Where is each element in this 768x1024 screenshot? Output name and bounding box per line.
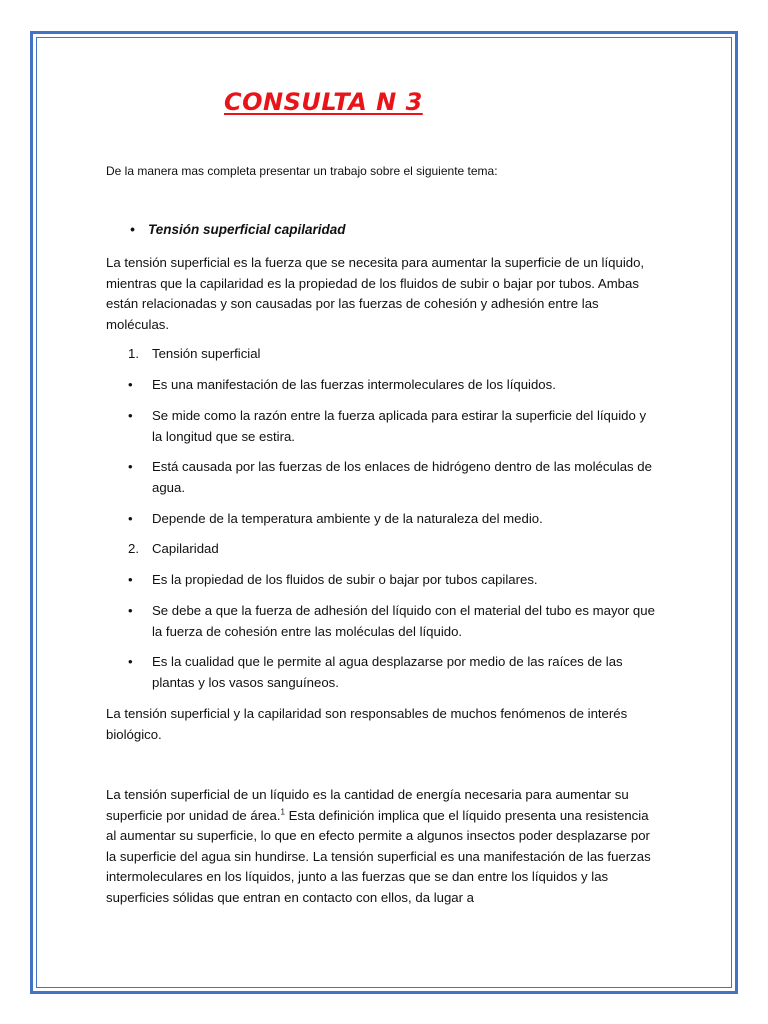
footnote-marker[interactable]: 1 bbox=[280, 807, 285, 817]
list-marker: • bbox=[128, 654, 133, 669]
list-item bbox=[106, 457, 658, 498]
list-marker: • bbox=[128, 408, 133, 423]
list-marker: • bbox=[128, 377, 133, 392]
list-item-text: Tensión superficial bbox=[152, 346, 261, 361]
paragraph-3-part-2: Esta definición implica que el líquido presenta una resistencia al aumentar su superficie, lo que en efecto permite a algunos insectos poder desplazarse por la superficie del agua sin hundirse. La tensión superficial es una manifestación de las fuerzas intermoleculares en los líquidos, junto a las fuerzas que se dan entre los líquidos y las superficies sólidas que entran en contacto con ellos, da lugar a bbox=[106, 807, 651, 905]
list-item bbox=[106, 344, 658, 365]
bullet-icon: • bbox=[130, 222, 135, 237]
list-marker: • bbox=[128, 603, 133, 618]
list-marker: 2. bbox=[128, 541, 139, 556]
document-title: CONSULTA N 3 bbox=[224, 88, 423, 116]
list-item bbox=[106, 652, 658, 693]
paragraph-1: La tensión superficial es la fuerza que se necesita para aumentar la superficie de un líquido, mientras que la capilaridad es la propiedad de los fluidos de subir o bajar por tubos. Ambas están relacionadas y son causadas por las fuerzas de cohesión y adhesión entre las moléculas. bbox=[106, 255, 645, 332]
paragraph-3 bbox=[106, 785, 658, 908]
list-item-text: Se mide como la razón entre la fuerza aplicada para estirar la superficie del líquido y la longitud que se estira. bbox=[152, 408, 647, 444]
list-item-text: Se debe a que la fuerza de adhesión del líquido con el material del tubo es mayor que la fuerza de cohesión entre las moléculas del líquido. bbox=[152, 603, 655, 639]
paragraph-2: La tensión superficial y la capilaridad son responsables de muchos fenómenos de interés biológico. bbox=[106, 706, 628, 742]
list-item-text: Es una manifestación de las fuerzas intermoleculares de los líquidos. bbox=[152, 377, 556, 392]
list-item-text: Depende de la temperatura ambiente y de la naturaleza del medio. bbox=[152, 511, 543, 526]
list-item bbox=[106, 601, 658, 642]
list-item-text: Es la cualidad que le permite al agua desplazarse por medio de las raíces de las plantas y los vasos sanguíneos. bbox=[152, 654, 623, 690]
intro-text: De la manera mas completa presentar un trabajo sobre el siguiente tema: bbox=[106, 164, 498, 178]
list-marker: 1. bbox=[128, 346, 139, 361]
list-item-text: Está causada por las fuerzas de los enlaces de hidrógeno dentro de las moléculas de agua. bbox=[152, 459, 652, 495]
topic-heading bbox=[130, 222, 346, 237]
paragraph-3-part-1: La tensión superficial de un líquido es la cantidad de energía necesaria para aumentar su superficie por unidad de área. bbox=[106, 787, 629, 823]
list-marker: • bbox=[128, 511, 133, 526]
list-item-text: Capilaridad bbox=[152, 541, 219, 556]
topic-label: Tensión superficial capilaridad bbox=[148, 222, 346, 237]
list-item bbox=[106, 406, 658, 447]
list-item bbox=[106, 509, 658, 530]
list-marker: • bbox=[128, 459, 133, 474]
list-item bbox=[106, 375, 658, 396]
list-item bbox=[106, 539, 658, 560]
list-marker: • bbox=[128, 572, 133, 587]
list-item-text: Es la propiedad de los fluidos de subir o bajar por tubos capilares. bbox=[152, 572, 538, 587]
list-item bbox=[106, 570, 658, 591]
